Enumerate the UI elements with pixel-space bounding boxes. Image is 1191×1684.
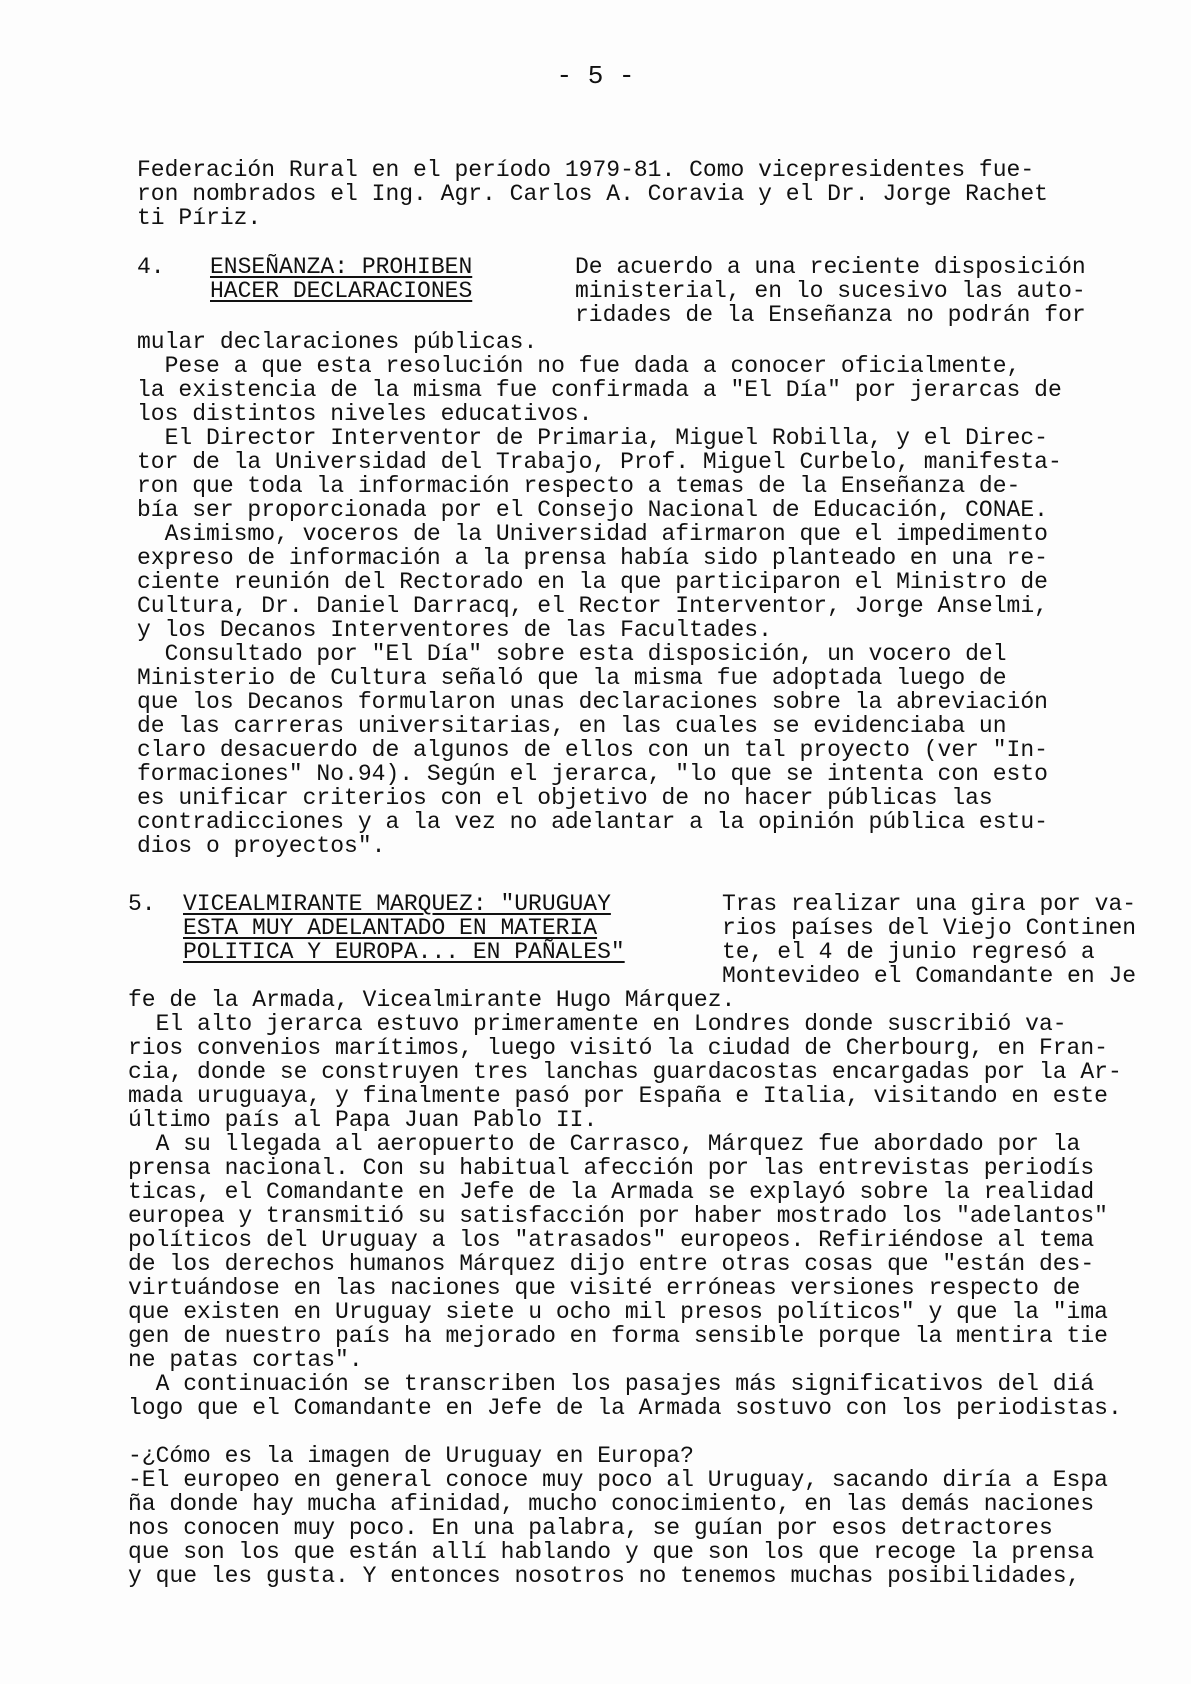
heading-line: HACER DECLARACIONES	[210, 278, 473, 304]
text-line: Montevideo el Comandante en Je	[722, 963, 1137, 989]
text-line: es unificar criterios con el objetivo de no hacer públicas las	[137, 785, 993, 811]
text-line: logo que el Comandante en Jefe de la Armada sostuvo con los periodistas.	[128, 1395, 1122, 1421]
text-line: tor de la Universidad del Trabajo, Prof. Miguel Curbelo, manifesta-	[137, 449, 1062, 475]
text-line: El alto jerarca estuvo primeramente en Londres donde suscribió va-	[128, 1011, 1067, 1037]
answer-line: y que les gusta. Y entonces nosotros no tenemos muchas posibilidades,	[128, 1563, 1081, 1589]
question-line: -¿Cómo es la imagen de Uruguay en Europa?	[128, 1443, 694, 1469]
section-lead	[722, 892, 1136, 988]
text-line: ron nombrados el Ing. Agr. Carlos A. Coravia y el Dr. Jorge Rachet	[137, 181, 1048, 207]
text-line: rios convenios marítimos, luego visitó la ciudad de Cherbourg, en Fran-	[128, 1035, 1108, 1061]
section-heading	[183, 892, 625, 964]
heading-line: POLITICA Y EUROPA... EN PAÑALES"	[183, 939, 625, 965]
text-line: De acuerdo a una reciente disposición	[575, 254, 1086, 280]
text-line: Federación Rural en el período 1979-81. Como vicepresidentes fue-	[137, 157, 1035, 183]
text-line: ridades de la Enseñanza no podrán for	[575, 302, 1086, 328]
intro-paragraph	[137, 158, 1097, 230]
answer-line: ña donde hay mucha afinidad, mucho conocimiento, en las demás naciones	[128, 1491, 1095, 1517]
text-line: Cultura, Dr. Daniel Darracq, el Rector Interventor, Jorge Anselmi,	[137, 593, 1048, 619]
text-line: rios países del Viejo Continen	[722, 915, 1137, 941]
page-number: - 5 -	[556, 61, 635, 91]
text-line: El Director Interventor de Primaria, Miguel Robilla, y el Direc-	[137, 425, 1048, 451]
text-line: de los derechos humanos Márquez dijo entre otras cosas que "están des-	[128, 1251, 1095, 1277]
text-line: Ministerio de Cultura señaló que la misma fue adoptada luego de	[137, 665, 1007, 691]
text-line: cia, donde se construyen tres lanchas guardacostas encargadas por la Ar-	[128, 1059, 1122, 1085]
text-line: virtuándose en las naciones que visité erróneas versiones respecto de	[128, 1275, 1081, 1301]
answer-line: -El europeo en general conoce muy poco al Uruguay, sacando diría a Espa	[128, 1467, 1108, 1493]
text-line: A su llegada al aeropuerto de Carrasco, Márquez fue abordado por la	[128, 1131, 1081, 1157]
text-line: Consultado por "El Día" sobre esta disposición, un vocero del	[137, 641, 1007, 667]
text-line: la existencia de la misma fue confirmada a "El Día" por jerarcas de	[137, 377, 1062, 403]
text-line: Tras realizar una gira por va-	[722, 891, 1137, 917]
interview-excerpt	[128, 1444, 1178, 1588]
answer-line: nos conocen muy poco. En una palabra, se guían por esos detractores	[128, 1515, 1053, 1541]
section-body	[128, 988, 1178, 1420]
heading-line: ESTA MUY ADELANTADO EN MATERIA	[183, 915, 598, 941]
answer-line: que son los que están allí hablando y que son los que recoge la prensa	[128, 1539, 1095, 1565]
text-line: mada uruguaya, y finalmente pasó por España e Italia, visitando en este	[128, 1083, 1108, 1109]
text-line: te, el 4 de junio regresó a	[722, 939, 1095, 965]
text-line: fe de la Armada, Vicealmirante Hugo Márquez.	[128, 987, 736, 1013]
text-line: y los Decanos Interventores de las Facultades.	[137, 617, 772, 643]
text-line: que existen en Uruguay siete u ocho mil presos políticos" y que la "ima	[128, 1299, 1108, 1325]
text-line: europea y transmitió su satisfacción por haber mostrado los "adelantos"	[128, 1203, 1108, 1229]
text-line: A continuación se transcriben los pasajes más significativos del diá	[128, 1371, 1095, 1397]
section-lead	[575, 255, 1086, 327]
text-line: Pese a que esta resolución no fue dada a conocer oficialmente,	[137, 353, 1021, 379]
text-line: último país al Papa Juan Pablo II.	[128, 1107, 598, 1133]
text-line: gen de nuestro país ha mejorado en forma sensible porque la mentira tie	[128, 1323, 1108, 1349]
text-line: políticos del Uruguay a los "atrasados" europeos. Refiriéndose al tema	[128, 1227, 1095, 1253]
text-line: ministerial, en lo sucesivo las auto-	[575, 278, 1086, 304]
text-line: ticas, el Comandante en Jefe de la Armada se explayó sobre la realidad	[128, 1179, 1095, 1205]
text-line: de las carreras universitarias, en las cuales se evidenciaba un	[137, 713, 1007, 739]
heading-line: ENSEÑANZA: PROHIBEN	[210, 254, 473, 280]
section-number: 5.	[128, 891, 156, 917]
text-line: expreso de información a la prensa había sido planteado en una re-	[137, 545, 1048, 571]
text-line: ron que toda la información respecto a temas de la Enseñanza de-	[137, 473, 1021, 499]
text-line: ciente reunión del Rectorado en la que participaron el Ministro de	[137, 569, 1048, 595]
text-line: Asimismo, voceros de la Universidad afirmaron que el impedimento	[137, 521, 1048, 547]
text-line: bía ser proporcionada por el Consejo Nacional de Educación, CONAE.	[137, 497, 1048, 523]
section-body	[137, 330, 1097, 858]
text-line: que los Decanos formularon unas declaraciones sobre la abreviación	[137, 689, 1048, 715]
text-line: dios o proyectos".	[137, 833, 386, 859]
text-line: claro desacuerdo de algunos de ellos con un tal proyecto (ver "In-	[137, 737, 1048, 763]
section-number: 4.	[137, 254, 165, 280]
text-line: ne patas cortas".	[128, 1347, 363, 1373]
text-line: ti Píriz.	[137, 205, 262, 231]
section-heading	[210, 255, 472, 303]
text-line: los distintos niveles educativos.	[137, 401, 593, 427]
heading-line: VICEALMIRANTE MARQUEZ: "URUGUAY	[183, 891, 611, 917]
text-line: mular declaraciones públicas.	[137, 329, 538, 355]
text-line: prensa nacional. Con su habitual afección por las entrevistas periodís	[128, 1155, 1095, 1181]
text-line: contradicciones y a la vez no adelantar a la opinión pública estu-	[137, 809, 1048, 835]
text-line: formaciones" No.94). Según el jerarca, "lo que se intenta con esto	[137, 761, 1048, 787]
